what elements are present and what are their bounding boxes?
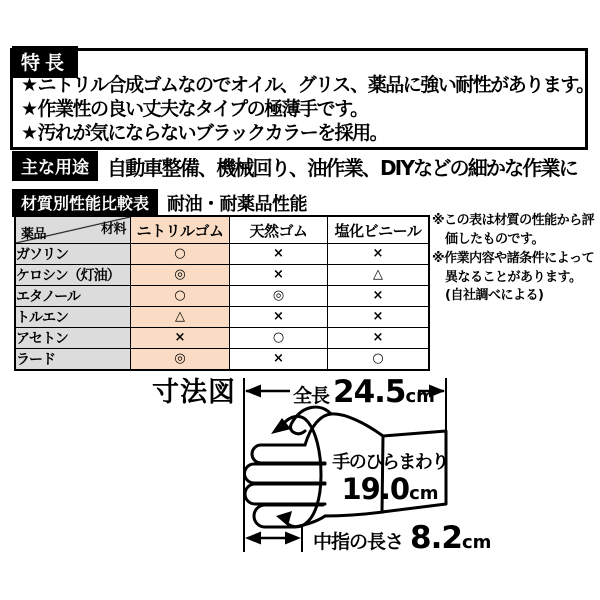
rating-cell: × [328,328,430,349]
column-header-vinyl: 塩化ビニール [328,216,430,244]
feature-text: 汚れが気にならないブラックカラーを採用。 [37,122,388,144]
corner-cell [15,216,131,244]
chemical-name: アセトン [15,328,131,349]
table-row [15,265,429,286]
main-use-text: 自動車整備、機械回り、油作業、DIYなどの細かな作業に [107,155,577,180]
rating-cell: ○ [131,244,230,265]
rating-cell: ◎ [131,349,230,371]
middle-finger-name: 中指の長さ [313,531,404,553]
table-header-row [15,216,429,244]
table-row [15,244,429,265]
table-notes [432,212,598,307]
corner-label-chemical: 薬品 [21,227,47,242]
comparison-heading: 材質別性能比較表 [12,189,158,217]
rating-cell: × [328,244,430,265]
rating-cell: × [230,265,328,286]
rating-cell: × [131,328,230,349]
rating-cell: ○ [328,349,430,371]
rating-cell: × [230,349,328,371]
total-length-label [293,374,435,410]
total-length-unit: cm [405,386,435,407]
palm-circumference-label [330,448,450,506]
table-row [15,328,429,349]
table-row [15,286,429,307]
main-use-heading: 主な用途 [12,151,98,181]
chemical-name: トルエン [15,307,131,328]
feature-item [21,121,581,145]
palm-circumference-unit: cm [409,483,439,504]
material-comparison-table [14,215,430,371]
rating-cell: ○ [131,286,230,307]
rating-cell: △ [131,307,230,328]
total-length-value: 24.5 [333,374,406,410]
note-item: ※作業内容や諸条件によって異なることがあります。(自社調べによる) [432,251,595,303]
middle-finger-unit: cm [461,532,492,553]
star-bullet-icon: ★ [21,98,37,120]
table-row [15,307,429,328]
features-list [21,73,594,145]
note-item: ※この表は材質の性能から評価したものです。 [432,213,595,247]
rating-cell: × [230,307,328,328]
features-heading: 特長 [12,46,78,78]
rating-cell: △ [328,265,430,286]
feature-item [21,97,581,121]
total-length-name: 全長 [293,385,330,407]
rating-cell: ◎ [131,265,230,286]
dimension-figure-title: 寸法図 [152,377,236,408]
feature-item [21,73,594,97]
chemical-name: ガソリン [15,244,131,265]
feature-text: 作業性の良い丈夫なタイプの極薄手です。 [37,98,368,120]
comparison-heading-row [12,189,307,217]
feature-text: ニトリル合成ゴムなのでオイル、グリス、薬品に強い耐性があります。 [37,74,594,96]
chemical-name: ケロシン（灯油） [15,265,131,286]
middle-finger-value: 8.2 [410,520,462,556]
star-bullet-icon: ★ [21,74,37,96]
chemical-name: エタノール [15,286,131,307]
middle-finger-label [313,520,491,556]
rating-cell: × [230,244,328,265]
rating-cell: ○ [230,328,328,349]
palm-circumference-value: 19.0 [341,472,410,506]
main-use-row [12,151,577,181]
column-header-nitrile: ニトリルゴム [131,216,230,244]
rating-cell: × [328,307,430,328]
rating-cell: × [328,286,430,307]
rating-cell: ◎ [230,286,328,307]
middle-finger-arrow [245,532,301,545]
features-box [10,48,594,150]
corner-label-material: 材料 [100,222,126,237]
palm-circumference-name: 手のひらまわり [332,452,448,473]
comparison-subtitle: 耐油・耐薬品性能 [167,194,308,215]
palm-circumference-value-row [330,472,450,506]
chemical-name: ラード [15,349,131,371]
column-header-natural-rubber: 天然ゴム [230,216,328,244]
star-bullet-icon: ★ [21,122,37,144]
